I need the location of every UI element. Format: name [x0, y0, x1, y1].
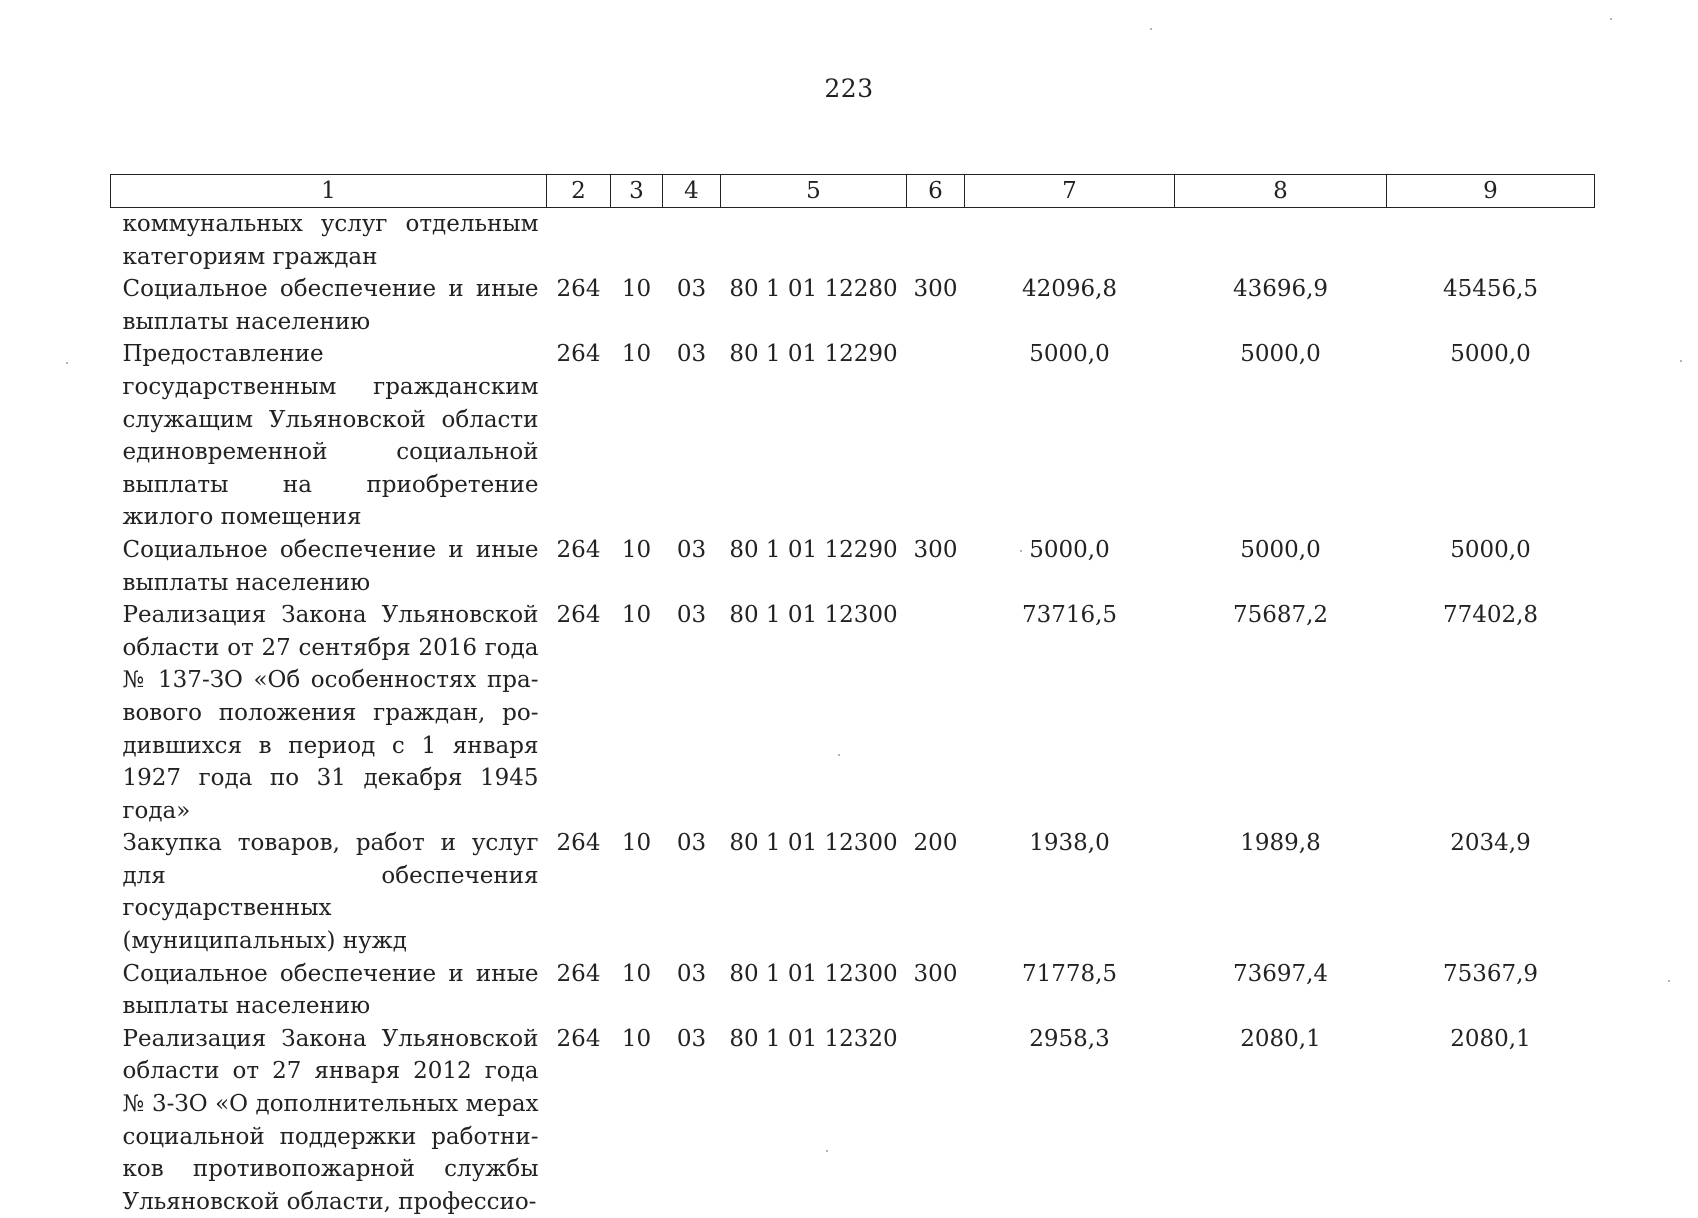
table-row	[111, 338, 1595, 534]
table-row	[111, 273, 1595, 338]
row-ministry-code: 264	[547, 338, 611, 534]
row-section-code: 10	[611, 827, 663, 957]
row-expense-type	[907, 338, 965, 534]
table-row	[111, 1023, 1595, 1218]
row-target-article: 80 1 01 12300	[721, 958, 907, 1023]
row-subsection-code: 03	[663, 338, 721, 534]
table-body	[111, 208, 1595, 1218]
table-header	[111, 175, 1595, 208]
row-amount-col7: 5000,0	[965, 338, 1175, 534]
row-amount-col8: 1989,8	[1175, 827, 1387, 957]
row-subsection-code: 03	[663, 599, 721, 827]
budget-table	[110, 174, 1595, 1218]
row-expense-type: 300	[907, 534, 965, 599]
scan-speck	[838, 754, 840, 756]
column-number-7: 7	[965, 175, 1175, 208]
row-amount-col8	[1175, 208, 1387, 274]
table-row	[111, 208, 1595, 274]
table-row	[111, 958, 1595, 1023]
row-section-code: 10	[611, 1023, 663, 1218]
row-amount-col8: 73697,4	[1175, 958, 1387, 1023]
row-amount-col7: 2958,3	[965, 1023, 1175, 1218]
table-row	[111, 534, 1595, 599]
row-amount-col9: 77402,8	[1387, 599, 1595, 827]
row-name: Социальное обеспечение и иные выплаты населению	[111, 534, 547, 599]
column-number-6: 6	[907, 175, 965, 208]
table-row	[111, 599, 1595, 827]
row-expense-type	[907, 208, 965, 274]
row-ministry-code: 264	[547, 1023, 611, 1218]
row-target-article: 80 1 01 12280	[721, 273, 907, 338]
row-target-article: 80 1 01 12320	[721, 1023, 907, 1218]
row-subsection-code: 03	[663, 958, 721, 1023]
column-number-1: 1	[111, 175, 547, 208]
row-section-code: 10	[611, 534, 663, 599]
row-name: Социальное обеспечение и иные выплаты населению	[111, 958, 547, 1023]
row-amount-col7: 42096,8	[965, 273, 1175, 338]
row-expense-type: 300	[907, 273, 965, 338]
row-name: Реализация Закона Ульяновской области от 27 сентября 2016 года № 137-ЗО «Об особенностях правового положения граждан, родившихся в период с 1 января 1927 года по 31 декабря 1945 года»	[111, 599, 547, 827]
row-subsection-code: 03	[663, 534, 721, 599]
row-subsection-code: 03	[663, 827, 721, 957]
row-amount-col7: 73716,5	[965, 599, 1175, 827]
row-target-article: 80 1 01 12300	[721, 599, 907, 827]
row-expense-type	[907, 1023, 965, 1218]
row-amount-col9: 75367,9	[1387, 958, 1595, 1023]
scan-speck	[1668, 980, 1670, 982]
row-name: Закупка товаров, работ и услуг для обеспечения государственных (муниципальных) нужд	[111, 827, 547, 957]
row-section-code: 10	[611, 338, 663, 534]
row-amount-col8: 5000,0	[1175, 534, 1387, 599]
row-section-code	[611, 208, 663, 274]
column-number-3: 3	[611, 175, 663, 208]
column-number-9: 9	[1387, 175, 1595, 208]
row-ministry-code: 264	[547, 599, 611, 827]
row-section-code: 10	[611, 958, 663, 1023]
row-amount-col7: 1938,0	[965, 827, 1175, 957]
row-ministry-code: 264	[547, 534, 611, 599]
row-amount-col9: 45456,5	[1387, 273, 1595, 338]
row-expense-type: 300	[907, 958, 965, 1023]
row-amount-col8: 2080,1	[1175, 1023, 1387, 1218]
scan-speck	[66, 362, 68, 364]
row-amount-col8: 75687,2	[1175, 599, 1387, 827]
column-number-2: 2	[547, 175, 611, 208]
column-number-row	[111, 175, 1595, 208]
row-target-article: 80 1 01 12290	[721, 338, 907, 534]
row-target-article: 80 1 01 12300	[721, 827, 907, 957]
row-name: Реализация Закона Ульяновской области от 27 января 2012 года № 3-ЗО «О дополнительных мерах социальной поддержки работников противопожарной службы Ульяновской области, профессио-	[111, 1023, 547, 1218]
row-amount-col7: 71778,5	[965, 958, 1175, 1023]
scan-speck	[1680, 360, 1682, 362]
row-ministry-code: 264	[547, 958, 611, 1023]
row-amount-col7	[965, 208, 1175, 274]
row-ministry-code: 264	[547, 273, 611, 338]
row-amount-col9: 5000,0	[1387, 338, 1595, 534]
row-subsection-code: 03	[663, 1023, 721, 1218]
row-amount-col8: 5000,0	[1175, 338, 1387, 534]
row-amount-col9: 2034,9	[1387, 827, 1595, 957]
row-amount-col7: 5000,0	[965, 534, 1175, 599]
row-ministry-code: 264	[547, 827, 611, 957]
row-subsection-code	[663, 208, 721, 274]
row-target-article	[721, 208, 907, 274]
row-ministry-code	[547, 208, 611, 274]
scan-speck	[1610, 18, 1612, 20]
column-number-5: 5	[721, 175, 907, 208]
row-expense-type	[907, 599, 965, 827]
row-section-code: 10	[611, 599, 663, 827]
row-amount-col9: 5000,0	[1387, 534, 1595, 599]
row-amount-col9	[1387, 208, 1595, 274]
row-section-code: 10	[611, 273, 663, 338]
row-amount-col8: 43696,9	[1175, 273, 1387, 338]
row-name: Социальное обеспечение и иные выплаты населению	[111, 273, 547, 338]
row-expense-type: 200	[907, 827, 965, 957]
row-name: Предоставление государственным гражданским служащим Ульяновской области единовременной социальной выплаты на приобретение жилого помещения	[111, 338, 547, 534]
column-number-8: 8	[1175, 175, 1387, 208]
column-number-4: 4	[663, 175, 721, 208]
page-number: 223	[0, 74, 1698, 104]
scan-speck	[1150, 28, 1152, 30]
row-name: коммунальных услуг отдельным категориям граждан	[111, 208, 547, 274]
table-row	[111, 827, 1595, 957]
row-target-article: 80 1 01 12290	[721, 534, 907, 599]
row-amount-col9: 2080,1	[1387, 1023, 1595, 1218]
scan-speck	[826, 1150, 828, 1152]
scan-speck	[1020, 550, 1022, 552]
row-subsection-code: 03	[663, 273, 721, 338]
